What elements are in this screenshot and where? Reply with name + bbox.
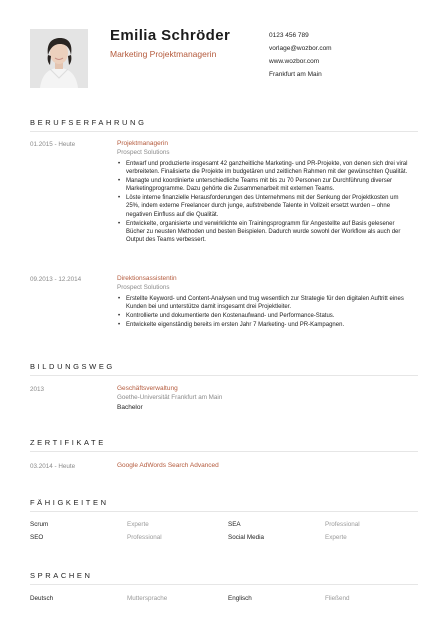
education-title: Geschäftsverwaltung <box>117 385 178 392</box>
section-title-skills: FÄHIGKEITEN <box>30 498 109 507</box>
education-degree: Bachelor <box>117 404 143 411</box>
certificate-title: Google AdWords Search Advanced <box>117 462 219 469</box>
section-divider <box>30 375 418 376</box>
skill-level: Professional <box>127 534 162 541</box>
language-level: Fließend <box>325 595 350 602</box>
profile-photo <box>30 29 88 88</box>
experience-bullets <box>117 160 413 245</box>
contact-email[interactable]: vorlage@wozbor.com <box>269 45 332 52</box>
section-title-certificates: ZERTIFIKATE <box>30 438 106 447</box>
skill-level: Professional <box>325 521 360 528</box>
experience-company: Prospect Solutions <box>117 284 170 291</box>
skill-name: Social Media <box>228 534 265 541</box>
contact-phone[interactable]: 0123 456 789 <box>269 32 309 39</box>
section-divider <box>30 511 418 512</box>
certificate-date: 03.2014 - Heute <box>30 463 76 470</box>
language-name: Englisch <box>228 595 252 602</box>
section-title-languages: SPRACHEN <box>30 571 93 580</box>
language-name: Deutsch <box>30 595 54 602</box>
skill-level: Experte <box>127 521 149 528</box>
section-title-education: BILDUNGSWEG <box>30 362 115 371</box>
candidate-name: Emilia Schröder <box>110 27 231 44</box>
education-date: 2013 <box>30 386 45 393</box>
experience-title: Direktionsassistentin <box>117 275 177 282</box>
experience-company: Prospect Solutions <box>117 149 170 156</box>
section-title-experience: BERUFSERFAHRUNG <box>30 118 147 127</box>
section-divider <box>30 584 418 585</box>
experience-bullet: • Managte und koordinierte unterschiedliche Teams mit bis zu 70 Personen zur Durchführung diverser Marketingprogramme. Dazu gehörte die Zusammenarbeit mit externen Teams. <box>117 177 413 193</box>
experience-title: Projektmanagerin <box>117 140 168 147</box>
contact-website[interactable]: www.wozbor.com <box>269 58 320 65</box>
skill-level: Experte <box>325 534 347 541</box>
education-school: Goethe-Universität Frankfurt am Main <box>117 394 223 401</box>
experience-bullet: • Erstellte Keyword- und Content-Analysen und trug wesentlich zur Strategie für den digitalen Auftritt eines Kunden bei und unterstütze damit insgesamt drei Projektleiter. <box>117 295 413 311</box>
candidate-role: Marketing Projektmanagerin <box>110 49 217 59</box>
experience-date: 09.2013 - 12.2014 <box>30 276 82 283</box>
experience-bullet: • Löste interne finanzielle Herausforderungen des Unternehmens mit der Senkung der Projektkosten um 25%, indem externe Freelancer durch junge, aufstrebende Talente in Vollzeit ersetzt wurden – ohne negativen Einfluss auf die Qualität. <box>117 194 413 218</box>
experience-date: 01.2015 - Heute <box>30 141 76 148</box>
language-level: Muttersprache <box>127 595 168 602</box>
experience-bullet: • Entwarf und produzierte insgesamt 42 ganzheitliche Marketing- und PR-Projekte, von denen sich drei viral verbreiteten. Finalisierte die Projekte im budgetären und zeitlichen Rahmen mit der gewünschten Qualität. <box>117 160 413 176</box>
section-divider <box>30 451 418 452</box>
experience-bullet: • Kontrollierte und dokumentierte den Kostenaufwand- und Performance-Status. <box>117 312 413 320</box>
skill-name: SEO <box>30 534 44 541</box>
experience-bullet: • Entwickelte, organisierte und verwirklichte ein Trainingsprogramm für Angestellte auf Basis gelesener Bücher zu neusten Methoden und besten Beispielen. Dadurch wurde sowohl der Workflow als auch der Output des Teams verbessert. <box>117 220 413 244</box>
section-divider <box>30 131 418 132</box>
contact-block <box>269 29 332 81</box>
skill-name: SEA <box>228 521 241 528</box>
experience-bullet: • Entwickelte eigenständig bereits im ersten Jahr 7 Marketing- und PR-Kampagnen. <box>117 321 413 329</box>
experience-bullets <box>117 295 413 330</box>
portrait-image <box>30 29 88 88</box>
skill-name: Scrum <box>30 521 49 528</box>
contact-location: Frankfurt am Main <box>269 71 322 78</box>
